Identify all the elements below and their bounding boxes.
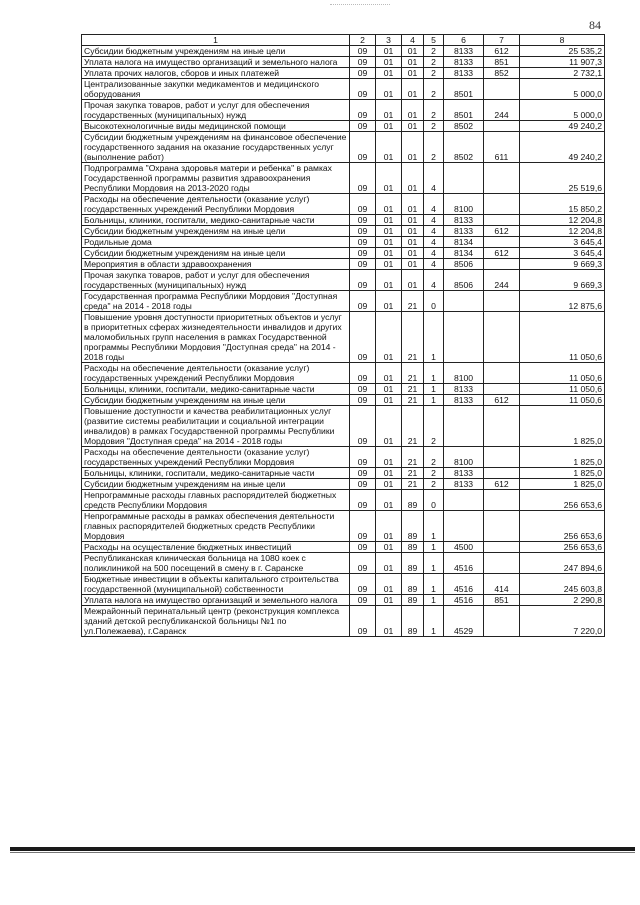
row-code-cell: 4 — [424, 226, 444, 237]
row-amount-cell: 12 204,8 — [520, 226, 605, 237]
row-name-cell: Субсидии бюджетным учреждениям на иные цели — [82, 46, 350, 57]
page-number: 84 — [589, 18, 601, 32]
table-header-row — [82, 35, 605, 46]
row-code-cell — [444, 490, 484, 511]
table-row — [82, 490, 605, 511]
row-code-cell: 8501 — [444, 79, 484, 100]
row-amount-cell: 11 050,6 — [520, 384, 605, 395]
table-row — [82, 595, 605, 606]
row-code-cell: 4 — [424, 248, 444, 259]
row-code-cell: 2 — [424, 447, 444, 468]
row-code-cell — [444, 511, 484, 542]
row-code-cell: 01 — [376, 46, 402, 57]
row-name-cell: Мероприятия в области здравоохранения — [82, 259, 350, 270]
row-name-cell: Субсидии бюджетным учреждениям на иные цели — [82, 248, 350, 259]
row-code-cell: 09 — [350, 57, 376, 68]
row-code-cell: 01 — [402, 215, 424, 226]
row-code-cell: 01 — [376, 57, 402, 68]
row-code-cell: 4 — [424, 194, 444, 215]
row-code-cell: 01 — [376, 363, 402, 384]
row-code-cell — [484, 237, 520, 248]
row-code-cell — [444, 291, 484, 312]
row-code-cell — [484, 406, 520, 447]
row-code-cell: 09 — [350, 46, 376, 57]
row-code-cell: 01 — [402, 57, 424, 68]
row-code-cell — [484, 259, 520, 270]
scan-bottom-edge — [10, 847, 635, 851]
table-body — [82, 46, 605, 637]
row-code-cell: 09 — [350, 384, 376, 395]
table-row — [82, 163, 605, 194]
table-row — [82, 553, 605, 574]
row-name-cell: Расходы на обеспечение деятельности (оказание услуг) государственных учреждений Республики Мордовия — [82, 194, 350, 215]
row-code-cell: 4529 — [444, 606, 484, 637]
scan-bottom-edge-line — [10, 852, 635, 853]
row-code-cell: 09 — [350, 395, 376, 406]
row-code-cell: 8133 — [444, 479, 484, 490]
row-code-cell: 01 — [376, 447, 402, 468]
row-name-cell: Непрограммные расходы в рамках обеспечения деятельности главных распорядителей бюджетных средств Республики Мордовия — [82, 511, 350, 542]
row-code-cell: 09 — [350, 312, 376, 363]
row-code-cell: 8133 — [444, 384, 484, 395]
row-code-cell — [484, 363, 520, 384]
row-code-cell: 01 — [402, 163, 424, 194]
row-code-cell — [484, 606, 520, 637]
row-code-cell: 01 — [376, 384, 402, 395]
row-code-cell: 1 — [424, 395, 444, 406]
row-code-cell: 2 — [424, 46, 444, 57]
row-amount-cell: 9 669,3 — [520, 270, 605, 291]
row-code-cell: 8134 — [444, 248, 484, 259]
table-row — [82, 291, 605, 312]
row-code-cell: 4516 — [444, 553, 484, 574]
row-amount-cell: 1 825,0 — [520, 468, 605, 479]
column-header-6: 6 — [444, 35, 484, 46]
row-amount-cell: 12 875,6 — [520, 291, 605, 312]
table-row — [82, 215, 605, 226]
row-name-cell: Государственная программа Республики Мордовия "Доступная среда" на 2014 - 2018 годы — [82, 291, 350, 312]
table-row — [82, 606, 605, 637]
table-row — [82, 447, 605, 468]
row-code-cell: 09 — [350, 132, 376, 163]
row-code-cell: 8133 — [444, 468, 484, 479]
row-amount-cell: 245 603,8 — [520, 574, 605, 595]
row-name-cell: Уплата налога на имущество организаций и земельного налога — [82, 57, 350, 68]
row-code-cell: 244 — [484, 270, 520, 291]
column-header-2: 2 — [350, 35, 376, 46]
row-name-cell: Расходы на обеспечение деятельности (оказание услуг) государственных учреждений Республики Мордовия — [82, 447, 350, 468]
budget-table — [81, 34, 605, 637]
row-name-cell: Уплата прочих налогов, сборов и иных платежей — [82, 68, 350, 79]
row-code-cell: 09 — [350, 490, 376, 511]
row-code-cell — [484, 490, 520, 511]
row-code-cell: 2 — [424, 68, 444, 79]
row-code-cell — [484, 121, 520, 132]
row-code-cell: 89 — [402, 606, 424, 637]
row-code-cell: 4516 — [444, 595, 484, 606]
row-code-cell: 09 — [350, 574, 376, 595]
row-amount-cell: 5 000,0 — [520, 100, 605, 121]
row-amount-cell: 49 240,2 — [520, 132, 605, 163]
row-code-cell: 01 — [376, 68, 402, 79]
row-code-cell — [484, 312, 520, 363]
row-code-cell: 4500 — [444, 542, 484, 553]
table-row — [82, 100, 605, 121]
row-code-cell: 612 — [484, 46, 520, 57]
row-code-cell: 01 — [376, 553, 402, 574]
row-name-cell: Бюджетные инвестиции в объекты капитального строительства государственной (муниципальной) собственности — [82, 574, 350, 595]
row-code-cell: 21 — [402, 395, 424, 406]
row-code-cell: 0 — [424, 291, 444, 312]
table-row — [82, 542, 605, 553]
row-code-cell — [484, 163, 520, 194]
row-name-cell: Прочая закупка товаров, работ и услуг для обеспечения государственных (муниципальных) нужд — [82, 100, 350, 121]
row-name-cell: Прочая закупка товаров, работ и услуг для обеспечения государственных (муниципальных) нужд — [82, 270, 350, 291]
row-code-cell — [484, 542, 520, 553]
row-code-cell: 09 — [350, 606, 376, 637]
row-code-cell: 8133 — [444, 57, 484, 68]
row-code-cell: 8501 — [444, 100, 484, 121]
row-code-cell — [444, 163, 484, 194]
row-name-cell: Больницы, клиники, госпитали, медико-санитарные части — [82, 215, 350, 226]
row-code-cell: 8133 — [444, 46, 484, 57]
row-code-cell: 01 — [376, 270, 402, 291]
row-code-cell — [484, 553, 520, 574]
row-code-cell: 01 — [402, 132, 424, 163]
row-code-cell: 1 — [424, 384, 444, 395]
table-row — [82, 226, 605, 237]
row-code-cell: 8100 — [444, 447, 484, 468]
row-code-cell: 01 — [402, 100, 424, 121]
row-code-cell: 21 — [402, 291, 424, 312]
row-code-cell: 01 — [376, 490, 402, 511]
row-code-cell: 01 — [376, 248, 402, 259]
table-row — [82, 46, 605, 57]
row-code-cell: 01 — [376, 542, 402, 553]
row-code-cell: 89 — [402, 511, 424, 542]
row-code-cell: 01 — [402, 68, 424, 79]
row-code-cell: 8502 — [444, 132, 484, 163]
row-code-cell: 611 — [484, 132, 520, 163]
table-row — [82, 121, 605, 132]
row-code-cell: 09 — [350, 447, 376, 468]
row-code-cell: 1 — [424, 553, 444, 574]
row-code-cell: 4 — [424, 259, 444, 270]
row-code-cell: 01 — [376, 237, 402, 248]
row-code-cell — [444, 406, 484, 447]
table-row — [82, 237, 605, 248]
row-code-cell: 09 — [350, 100, 376, 121]
row-code-cell: 4 — [424, 215, 444, 226]
row-code-cell: 01 — [376, 606, 402, 637]
row-code-cell: 01 — [402, 237, 424, 248]
row-code-cell — [484, 194, 520, 215]
row-code-cell — [484, 215, 520, 226]
row-code-cell: 01 — [402, 270, 424, 291]
row-amount-cell: 3 645,4 — [520, 248, 605, 259]
row-code-cell: 852 — [484, 68, 520, 79]
row-code-cell: 8506 — [444, 270, 484, 291]
row-code-cell: 01 — [376, 291, 402, 312]
row-amount-cell: 25 535,2 — [520, 46, 605, 57]
row-code-cell: 2 — [424, 100, 444, 121]
row-amount-cell: 12 204,8 — [520, 215, 605, 226]
row-name-cell: Субсидии бюджетным учреждениям на финансовое обеспечение государственного задания на оказание государственных услуг (выполнение работ) — [82, 132, 350, 163]
row-amount-cell: 256 653,6 — [520, 542, 605, 553]
row-code-cell: 09 — [350, 226, 376, 237]
row-code-cell: 01 — [376, 468, 402, 479]
row-amount-cell: 247 894,6 — [520, 553, 605, 574]
row-code-cell: 8133 — [444, 215, 484, 226]
row-amount-cell: 256 653,6 — [520, 490, 605, 511]
row-code-cell: 612 — [484, 479, 520, 490]
row-code-cell: 01 — [376, 259, 402, 270]
row-code-cell: 414 — [484, 574, 520, 595]
row-code-cell: 1 — [424, 312, 444, 363]
row-code-cell: 01 — [376, 215, 402, 226]
row-code-cell — [484, 447, 520, 468]
row-code-cell: 09 — [350, 79, 376, 100]
row-code-cell: 8134 — [444, 237, 484, 248]
table-row — [82, 406, 605, 447]
scan-mark — [330, 4, 390, 6]
table-row — [82, 468, 605, 479]
row-code-cell: 01 — [402, 79, 424, 100]
row-amount-cell: 11 050,6 — [520, 312, 605, 363]
row-code-cell — [484, 511, 520, 542]
table-row — [82, 79, 605, 100]
table-row — [82, 363, 605, 384]
row-code-cell: 01 — [402, 259, 424, 270]
row-code-cell: 01 — [376, 511, 402, 542]
row-name-cell: Повышение уровня доступности приоритетных объектов и услуг в приоритетных сферах жизнедеятельности инвалидов и других маломобильных групп населения в рамках Государственной программы Республики Мордовия "Доступная среда" на 2014 - 2018 годы — [82, 312, 350, 363]
row-code-cell: 01 — [376, 395, 402, 406]
table-row — [82, 259, 605, 270]
row-code-cell: 89 — [402, 574, 424, 595]
row-code-cell: 21 — [402, 406, 424, 447]
table-row — [82, 270, 605, 291]
row-code-cell: 4 — [424, 163, 444, 194]
column-header-5: 5 — [424, 35, 444, 46]
column-header-8: 8 — [520, 35, 605, 46]
row-code-cell: 09 — [350, 542, 376, 553]
row-code-cell: 01 — [376, 79, 402, 100]
row-code-cell: 1 — [424, 542, 444, 553]
row-code-cell: 01 — [376, 595, 402, 606]
row-code-cell: 09 — [350, 406, 376, 447]
row-code-cell: 09 — [350, 479, 376, 490]
row-code-cell — [484, 384, 520, 395]
row-code-cell: 89 — [402, 490, 424, 511]
row-code-cell: 09 — [350, 194, 376, 215]
row-code-cell: 01 — [376, 312, 402, 363]
row-name-cell: Высокотехнологичные виды медицинской помощи — [82, 121, 350, 132]
row-code-cell: 1 — [424, 511, 444, 542]
row-amount-cell: 1 825,0 — [520, 447, 605, 468]
table-row — [82, 511, 605, 542]
row-code-cell — [484, 291, 520, 312]
row-amount-cell: 9 669,3 — [520, 259, 605, 270]
row-code-cell: 09 — [350, 291, 376, 312]
row-code-cell: 2 — [424, 468, 444, 479]
row-code-cell: 09 — [350, 237, 376, 248]
row-code-cell: 2 — [424, 57, 444, 68]
row-code-cell: 8133 — [444, 395, 484, 406]
row-code-cell: 0 — [424, 490, 444, 511]
row-code-cell: 4516 — [444, 574, 484, 595]
row-code-cell: 09 — [350, 511, 376, 542]
row-name-cell: Больницы, клиники, госпитали, медико-санитарные части — [82, 384, 350, 395]
row-code-cell: 09 — [350, 248, 376, 259]
table-row — [82, 574, 605, 595]
table-row — [82, 248, 605, 259]
table-row — [82, 479, 605, 490]
row-code-cell: 09 — [350, 468, 376, 479]
row-amount-cell: 1 825,0 — [520, 406, 605, 447]
row-code-cell: 01 — [376, 163, 402, 194]
row-name-cell: Больницы, клиники, госпитали, медико-санитарные части — [82, 468, 350, 479]
row-code-cell — [444, 312, 484, 363]
row-amount-cell: 5 000,0 — [520, 79, 605, 100]
row-code-cell: 2 — [424, 479, 444, 490]
table-row — [82, 384, 605, 395]
row-code-cell: 1 — [424, 606, 444, 637]
row-code-cell: 01 — [402, 46, 424, 57]
row-code-cell: 2 — [424, 79, 444, 100]
row-code-cell: 89 — [402, 553, 424, 574]
row-amount-cell: 11 050,6 — [520, 395, 605, 406]
row-name-cell: Субсидии бюджетным учреждениям на иные цели — [82, 479, 350, 490]
row-code-cell: 612 — [484, 226, 520, 237]
row-amount-cell: 25 519,6 — [520, 163, 605, 194]
row-code-cell: 8133 — [444, 68, 484, 79]
row-name-cell: Подпрограмма "Охрана здоровья матери и ребенка" в рамках Государственной программы развития здравоохранения Республики Мордовия на 2013-2020 годы — [82, 163, 350, 194]
row-code-cell: 4 — [424, 270, 444, 291]
row-name-cell: Уплата налога на имущество организаций и земельного налога — [82, 595, 350, 606]
table-row — [82, 57, 605, 68]
row-name-cell: Субсидии бюджетным учреждениям на иные цели — [82, 395, 350, 406]
row-code-cell: 2 — [424, 121, 444, 132]
row-code-cell: 01 — [376, 121, 402, 132]
row-code-cell: 09 — [350, 215, 376, 226]
row-code-cell: 01 — [402, 226, 424, 237]
row-code-cell: 1 — [424, 363, 444, 384]
row-code-cell: 8506 — [444, 259, 484, 270]
row-code-cell: 21 — [402, 479, 424, 490]
row-name-cell: Расходы на обеспечение деятельности (оказание услуг) государственных учреждений Республики Мордовия — [82, 363, 350, 384]
row-code-cell: 8133 — [444, 226, 484, 237]
row-code-cell: 01 — [376, 100, 402, 121]
row-name-cell: Республиканская клиническая больница на 1080 коек с поликлиникой на 500 посещений в смену в г. Саранске — [82, 553, 350, 574]
row-amount-cell: 1 825,0 — [520, 479, 605, 490]
row-code-cell: 09 — [350, 270, 376, 291]
row-code-cell: 612 — [484, 248, 520, 259]
table-row — [82, 194, 605, 215]
row-code-cell: 01 — [402, 121, 424, 132]
row-amount-cell: 15 850,2 — [520, 194, 605, 215]
row-code-cell: 01 — [376, 479, 402, 490]
table-row — [82, 312, 605, 363]
row-name-cell: Расходы на осуществление бюджетных инвестиций — [82, 542, 350, 553]
row-code-cell: 09 — [350, 121, 376, 132]
row-name-cell: Субсидии бюджетным учреждениям на иные цели — [82, 226, 350, 237]
row-name-cell: Межрайонный перинатальный центр (реконструкция комплекса зданий детской республиканской больницы №1 по ул.Полежаева), г.Саранск — [82, 606, 350, 637]
row-code-cell: 09 — [350, 163, 376, 194]
row-name-cell: Повышение доступности и качества реабилитационных услуг (развитие системы реабилитации и социальной интеграции инвалидов) в рамках Государственной программы Республики Мордовия "Доступная среда" на 2014 - 2018 годы — [82, 406, 350, 447]
row-name-cell: Централизованные закупки медикаментов и медицинского оборудования — [82, 79, 350, 100]
row-code-cell: 09 — [350, 259, 376, 270]
row-code-cell: 851 — [484, 595, 520, 606]
row-code-cell: 2 — [424, 132, 444, 163]
table-row — [82, 395, 605, 406]
row-code-cell: 851 — [484, 57, 520, 68]
row-code-cell — [484, 79, 520, 100]
row-code-cell — [484, 468, 520, 479]
row-code-cell: 8100 — [444, 363, 484, 384]
row-amount-cell: 2 732,1 — [520, 68, 605, 79]
row-code-cell: 8100 — [444, 194, 484, 215]
row-code-cell: 01 — [376, 226, 402, 237]
row-amount-cell: 49 240,2 — [520, 121, 605, 132]
row-code-cell: 09 — [350, 68, 376, 79]
row-code-cell: 21 — [402, 312, 424, 363]
row-amount-cell: 2 290,8 — [520, 595, 605, 606]
row-code-cell: 21 — [402, 384, 424, 395]
column-header-1: 1 — [82, 35, 350, 46]
row-code-cell: 244 — [484, 100, 520, 121]
column-header-7: 7 — [484, 35, 520, 46]
row-code-cell: 09 — [350, 363, 376, 384]
row-code-cell: 09 — [350, 595, 376, 606]
column-header-4: 4 — [402, 35, 424, 46]
row-name-cell: Родильные дома — [82, 237, 350, 248]
row-code-cell: 612 — [484, 395, 520, 406]
row-code-cell: 1 — [424, 574, 444, 595]
row-amount-cell: 256 653,6 — [520, 511, 605, 542]
row-code-cell: 21 — [402, 363, 424, 384]
row-code-cell: 01 — [376, 194, 402, 215]
row-code-cell: 21 — [402, 447, 424, 468]
row-code-cell: 01 — [376, 574, 402, 595]
row-code-cell: 01 — [402, 194, 424, 215]
row-code-cell: 8502 — [444, 121, 484, 132]
row-code-cell: 4 — [424, 237, 444, 248]
row-code-cell: 2 — [424, 406, 444, 447]
row-code-cell: 01 — [402, 248, 424, 259]
row-name-cell: Непрограммные расходы главных распорядителей бюджетных средств Республики Мордовия — [82, 490, 350, 511]
row-code-cell: 01 — [376, 132, 402, 163]
row-code-cell: 89 — [402, 595, 424, 606]
table-row — [82, 68, 605, 79]
table-row — [82, 132, 605, 163]
row-amount-cell: 11 907,3 — [520, 57, 605, 68]
row-code-cell: 01 — [376, 406, 402, 447]
row-code-cell: 89 — [402, 542, 424, 553]
column-header-3: 3 — [376, 35, 402, 46]
row-code-cell: 21 — [402, 468, 424, 479]
row-amount-cell: 7 220,0 — [520, 606, 605, 637]
row-amount-cell: 11 050,6 — [520, 363, 605, 384]
row-amount-cell: 3 645,4 — [520, 237, 605, 248]
row-code-cell: 09 — [350, 553, 376, 574]
row-code-cell: 1 — [424, 595, 444, 606]
